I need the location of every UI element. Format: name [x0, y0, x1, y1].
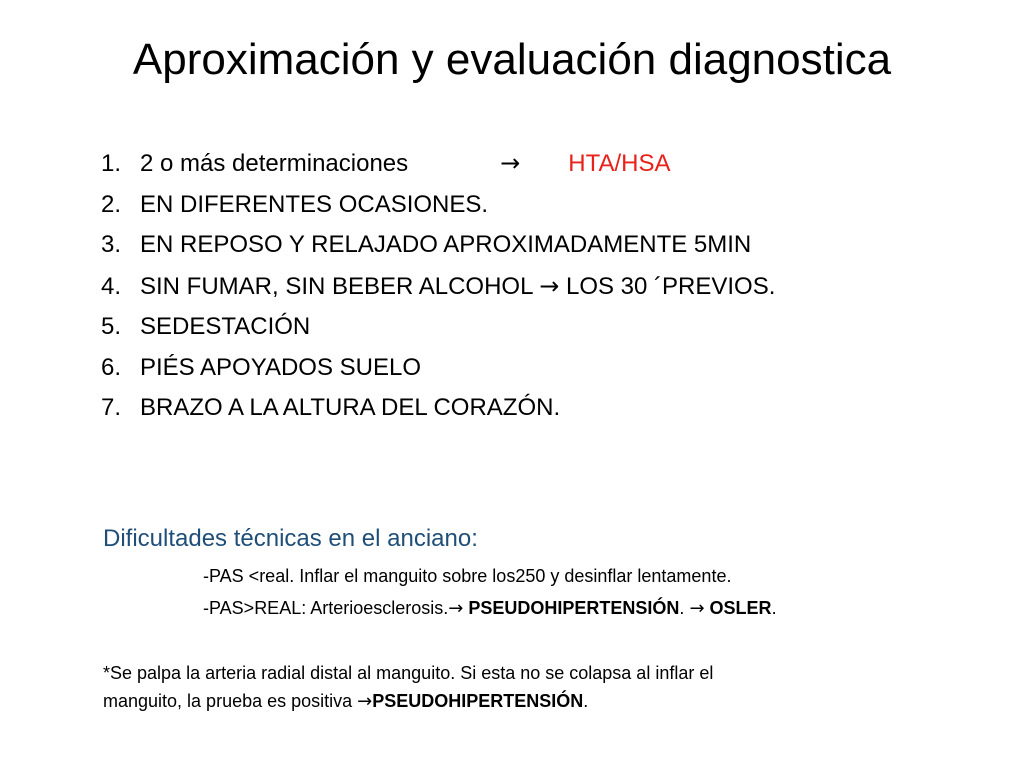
pseudohypertension-label: PSEUDOHIPERTENSIÓN: [372, 691, 584, 711]
hta-label: HTA/HSA: [568, 150, 671, 177]
period-text: .: [771, 598, 777, 618]
arrow-right-icon: →: [689, 598, 705, 619]
list-item: [101, 225, 775, 266]
osler-label: OSLER: [709, 598, 772, 618]
list-number: 2.: [101, 190, 122, 218]
pseudohypertension-label: PSEUDOHIPERTENSIÓN: [468, 598, 680, 618]
difficulty-text: -PAS>REAL: Arterioesclerosis.: [203, 598, 449, 618]
note-line-1: *Se palpa la arteria radial distal al manguito. Si esta no se colapsa al inflar el: [103, 663, 714, 683]
criteria-list: [101, 143, 775, 429]
difficulty-line-1: -PAS <real. Inflar el manguito sobre los250 y desinflar lentamente.: [203, 566, 732, 586]
arrow-right-icon: →: [539, 271, 560, 300]
list-number: 6.: [101, 353, 122, 381]
arrow-right-icon: →: [357, 691, 373, 712]
list-item: [101, 388, 775, 429]
list-item: [101, 266, 775, 308]
list-item: [101, 143, 775, 185]
arrow-right-icon: →: [448, 598, 464, 619]
list-number: 4.: [101, 272, 122, 300]
list-item: [101, 348, 775, 389]
period-text: .: [583, 691, 589, 711]
list-text: EN DIFERENTES OCASIONES.: [140, 190, 489, 218]
list-text: BRAZO A LA ALTURA DEL CORAZÓN.: [140, 394, 561, 421]
list-text: SIN FUMAR, SIN BEBER ALCOHOL: [140, 272, 540, 300]
difficulty-line-2: [203, 595, 777, 622]
separator-text: .: [679, 598, 690, 618]
note-paragraph: [103, 659, 923, 716]
note-text: manguito, la prueba es positiva: [103, 691, 358, 711]
arrow-right-icon: →: [500, 149, 521, 177]
list-item: [101, 307, 775, 348]
list-number: 5.: [101, 313, 122, 340]
list-number: 3.: [101, 231, 122, 258]
list-text: EN REPOSO Y RELAJADO APROXIMADAMENTE 5MIN: [140, 231, 752, 258]
list-number: 1.: [101, 150, 122, 177]
slide-title: Aproximación y evaluación diagnostica: [132, 35, 892, 84]
list-text: PIÉS APOYADOS SUELO: [140, 353, 421, 381]
list-text: SEDESTACIÓN: [140, 313, 311, 340]
list-text: 2 o más determinaciones: [140, 150, 409, 177]
list-text-after: LOS 30 ´PREVIOS.: [559, 272, 776, 300]
list-item: [101, 185, 775, 226]
list-number: 7.: [101, 394, 122, 421]
note-line-2: [103, 687, 923, 716]
difficulties-heading: Dificultades técnicas en el anciano:: [103, 525, 478, 552]
